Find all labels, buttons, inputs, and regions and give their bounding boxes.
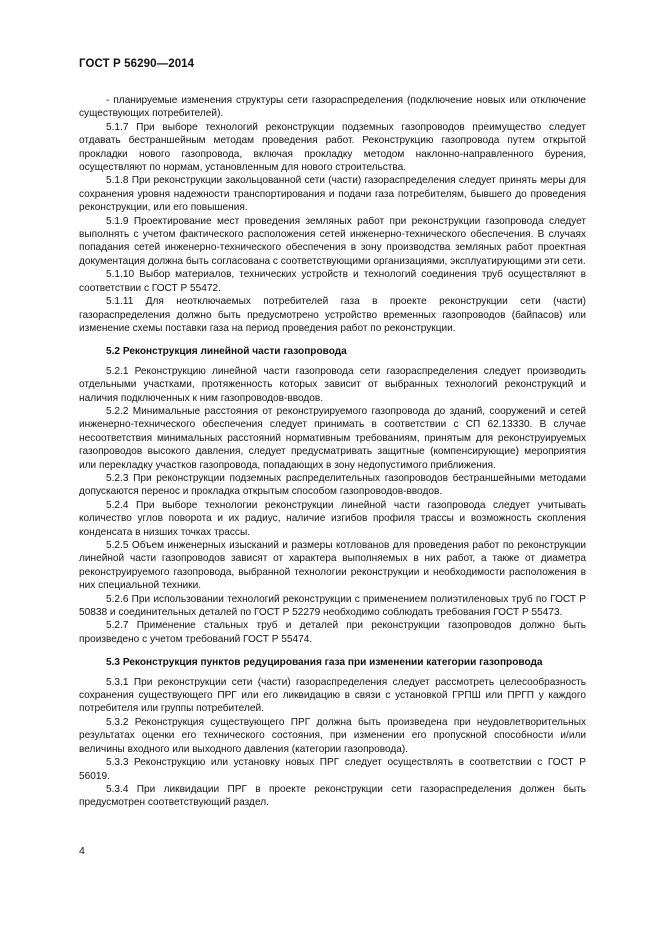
paragraph-5-2-2: 5.2.2 Минимальные расстояния от реконструируемого газопровода до зданий, сооружений и сетей инженерно-технического обеспечения следует принимать в соответствии с СП 62.13330. В случае несоответствия минимальных расстояний нормативным требованиям, принятым для реконструируемых газопроводов высокого давления, следует предусматривать защитные (компенсирующие) мероприятия или перекладку участков газопровода, попадающих в зону недопустимого приближения. xyxy=(79,405,586,471)
paragraph-5-2-3: 5.2.3 При реконструкции подземных распределительных газопроводов бестраншейными методами допускаются перенос и прокладка открытым способом газопроводов-вводов. xyxy=(79,472,586,498)
section-heading-5-2: 5.2 Реконструкция линейной части газопровода xyxy=(106,346,347,358)
paragraph-5-2-5: 5.2.5 Объем инженерных изысканий и размеры котлованов для проведения работ по реконструкции линейной части газопроводов зависят от характера выполняемых в них работ, а также от диаметра реконструируемого газопровода, выбранной технологии реконструкции и необходимости расположения в них специальной техники. xyxy=(79,540,586,592)
document-body xyxy=(79,94,586,810)
paragraph-5-1-9: 5.1.9 Проектирование мест проведения земляных работ при реконструкции газопровода следует выполнять с учетом фактического расположения сетей инженерно-технического обеспечения. В случаях попадания сетей инженерно-технического обеспечения в зону производства земляных работ проектная документация должна быть согласована с соответствующими организациями, эксплуатирующими эти сети. xyxy=(79,215,586,267)
paragraph-5-3-4: 5.3.4 При ликвидации ПРГ в проекте реконструкции сети газораспределения должен быть предусмотрен соответствующий раздел. xyxy=(79,783,586,809)
paragraph-5-1-11: 5.1.11 Для неотключаемых потребителей газа в проекте реконструкции сети (части) газораспределения должно быть предусмотрено устройство временных газопроводов (байпасов) или изменение схемы поставки газа на период проведения работ по реконструкции. xyxy=(79,296,586,334)
paragraph-5-2-6: 5.2.6 При использовании технологий реконструкции с применением полиэтиленовых труб по ГОСТ Р 50838 и соединительных деталей по ГОСТ Р 52279 необходимо соблюдать требования ГОСТ Р 55473. xyxy=(79,593,586,619)
paragraph-5-3-3: 5.3.3 Реконструкцию или установку новых ПРГ следует осуществлять в соответствии с ГОСТ Р 56019. xyxy=(79,757,586,782)
document-code-header: ГОСТ Р 56290—2014 xyxy=(79,58,195,70)
paragraph-5-1-10: 5.1.10 Выбор материалов, технических устройств и технологий соединения труб осуществляют в соответствии с ГОСТ Р 55472. xyxy=(79,269,586,294)
paragraph-5-1-8: 5.1.8 При реконструкции закольцованной сети (части) газораспределения следует принять меры для сохранения уровня надежности транспортирования и подачи газа потребителям, бывшего до проведения реконструкции, или его повышения. xyxy=(79,175,586,214)
paragraph-5-1-7: 5.1.7 При выборе технологий реконструкции подземных газопроводов преимущество следует отдавать бестраншейным методам проведения работ. Реконструкцию газопровода путем открытой прокладки нового газопровода, включая прокладку методом наклонно-направленного бурения, осуществляют по нормам, установленным для нового строительства. xyxy=(79,121,586,174)
paragraph-5-2-7: 5.2.7 Применение стальных труб и деталей при реконструкции газопроводов должно быть произведено с учетом требований ГОСТ Р 55474. xyxy=(79,620,586,645)
section-heading-5-3: 5.3 Реконструкция пунктов редуцирования газа при изменении категории газопровода xyxy=(106,657,543,669)
paragraph-5-3-1: 5.3.1 При реконструкции сети (части) газораспределения следует рассмотреть целесообразность сохранения существующего ПРГ или его ликвидацию в связи с установкой ГРПШ или ПРГП у каждого потребителя или группы потребителей. xyxy=(79,676,586,715)
paragraph-5-2-4: 5.2.4 При выборе технологии реконструкции линейной части газопровода следует учитывать количество углов поворота и их радиус, наличие изгибов профиля трассы и возможность скопления конденсата в низших точках трассы. xyxy=(79,499,586,538)
paragraph-5-2-1: 5.2.1 Реконструкцию линейной части газопровода сети газораспределения следует производить отдельными участками, протяженность которых зависит от выбранных технологий реконструкций и наличия подключенных к ним газопроводов-вводов. xyxy=(79,365,586,404)
page-number: 4 xyxy=(79,845,85,857)
paragraph-intro-item: - планируемые изменения структуры сети газораспределения (подключение новых или отключение существующих потребителей). xyxy=(79,95,586,120)
paragraph-5-3-2: 5.3.2 Реконструкция существующего ПРГ должна быть произведена при неудовлетворительных результатах оценки его технического состояния, при изменении его пропускной способности и/или величины входного или выходного давления (категории газопровода). xyxy=(79,716,586,755)
